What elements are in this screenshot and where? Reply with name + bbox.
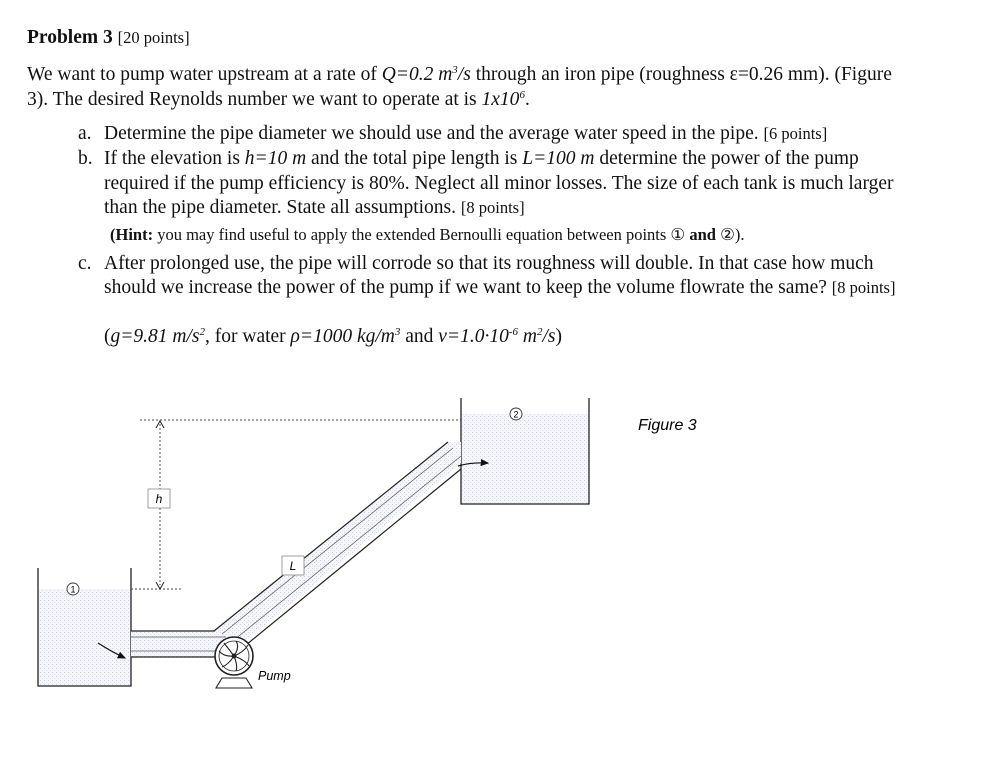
h-arrow-bottom-icon [156,582,164,589]
point-1-label: 1 [70,584,76,595]
part-b-points: [8 points] [460,198,525,217]
part-b-line-1: If the elevation is h=10 m and the total pipe length is L=100 m determine the power of the pump [104,148,859,169]
horizontal-pipe-fill [131,631,226,657]
problem-points: [20 points] [117,28,190,47]
h-label: h [155,492,163,506]
intro-text-2: through an iron pipe (roughness ε=0.26 mm). (Figure [470,64,892,85]
constants-line: (g=9.81 $m/s^2$, for water ρ=1000 $kg/m^3$ and $\nu=1.0\cdot 10^{-6}$ $m^2/s$) [104,326,562,347]
part-a-points: [6 points] [763,124,828,143]
point-2-label: 2 [513,409,519,420]
part-b-label: b. [78,148,93,169]
density-expr: ρ=1000 $kg/m^3$ [290,326,401,347]
inclined-pipe-wall-bottom [246,469,461,645]
inclined-pipe-wall-inner-top [222,448,453,634]
flowrate-expr: Q=0.2 $m^3/s$ [381,64,471,85]
intro-line-2: 3). The desired Reynolds number we want to operate at is $1x10^6$. [27,89,530,110]
hint-label: Hint: [115,225,154,244]
pump-label: Pump [258,669,291,683]
intro-text: We want to pump water upstream at a rate of [27,64,382,85]
length-expr: L=100 m [522,148,595,169]
pump-icon [215,637,253,688]
part-b-line-3: than the pipe diameter. State all assumptions. [8 points] [104,197,525,218]
figure-caption: Figure 3 [638,417,697,434]
hint-line: (Hint: you may find useful to apply the extended Bernoulli equation between points ① and ②). [110,225,745,244]
part-a-label: a. [78,123,92,144]
part-c-label: c. [78,253,92,274]
part-c-line-1: After prolonged use, the pipe will corrode so that its roughness will double. In that case how much [104,253,874,274]
inclined-pipe-wall-inner-bottom [234,456,461,640]
gravity-expr: g=9.81 $m/s^2$ [110,326,205,347]
part-a-text: Determine the pipe diameter we should use and the average water speed in the pipe. [6 points] [104,123,828,144]
part-c-line-2: should we increase the power of the pump if we want to keep the volume flowrate the same? [8 points] [104,277,896,298]
part-c-points: [8 points] [831,278,896,297]
problem-title: Problem 3 [27,27,113,48]
reynolds-expr: $1x10^6$ [481,89,525,110]
intro-text-3: 3). The desired Reynolds number we want to operate at is [27,89,482,110]
inclined-pipe-wall-top [214,442,448,631]
part-b-line-2: required if the pump efficiency is 80%. Neglect all minor losses. The size of each tank is much larger [104,173,894,194]
lower-tank-water [38,589,131,686]
viscosity-expr: $\nu=1.0\cdot 10^{-6}$ $m^2/s$ [438,326,556,347]
inclined-pipe-fill [214,442,461,644]
elevation-expr: h=10 m [244,148,307,169]
upper-tank-water [461,414,589,504]
L-label: L [289,559,297,573]
